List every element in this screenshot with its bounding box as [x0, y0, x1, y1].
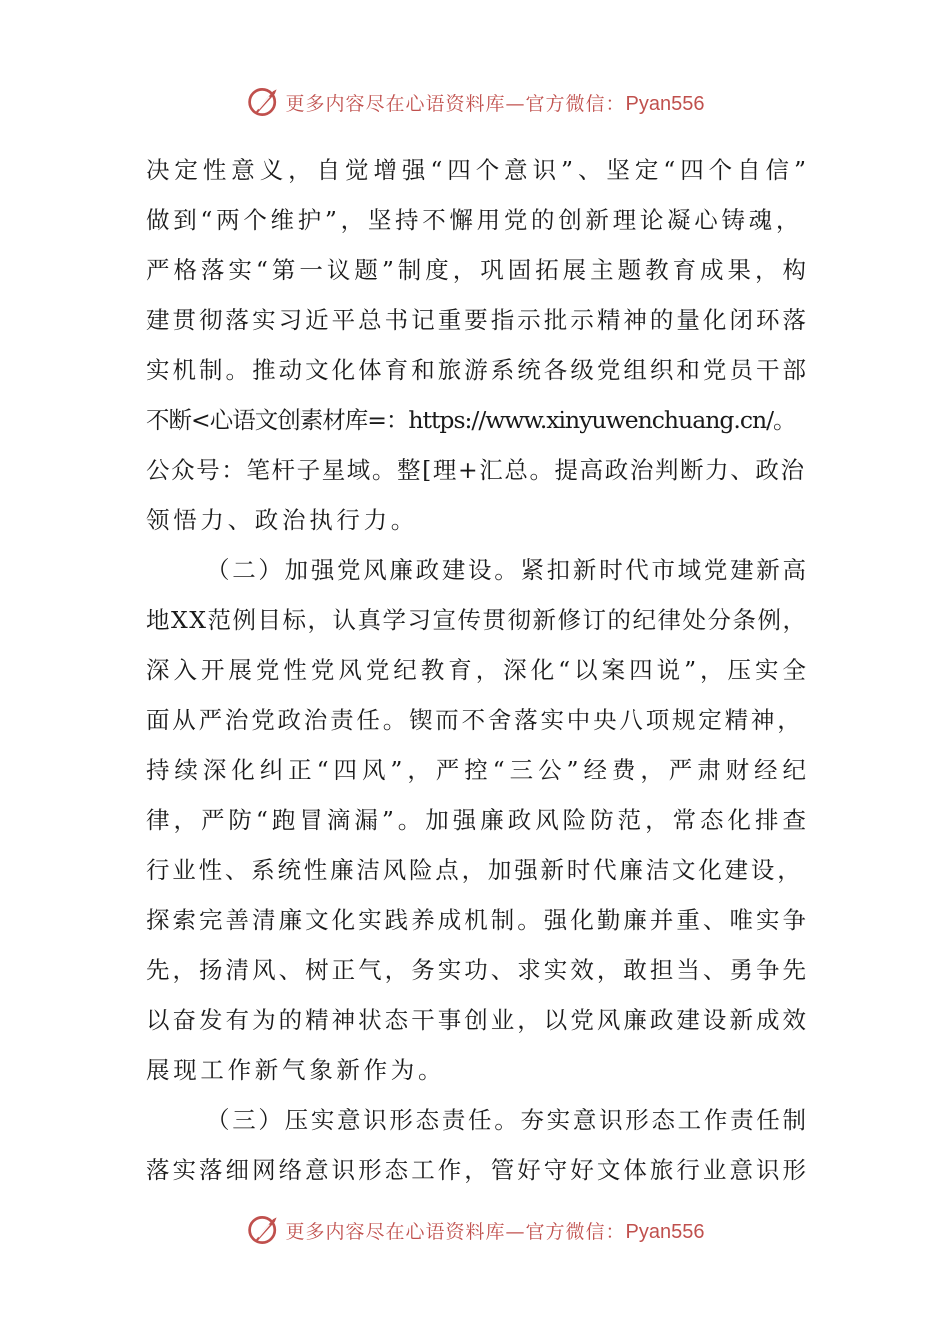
- text-line-9: （二）加强党风廉政建设。紧扣新时代市域党建新高: [206, 556, 806, 584]
- text-line-15: 行业性、系统性廉洁风险点，加强新时代廉洁文化建设，: [146, 856, 804, 884]
- text-line-3: 严格落实“第一议题”制度，巩固拓展主题教育成果，构: [146, 256, 806, 284]
- text-line-11: 深入开展党性党风党纪教育，深化“以案四说”，压实全: [146, 656, 806, 684]
- quill-pen-circle-icon: [246, 1212, 282, 1248]
- footer-banner-text: 更多内容尽在心语资料库—官方微信：Pyan556: [285, 1220, 705, 1243]
- text-line-18: 以奋发有为的精神状态干事创业，以党风廉政建设新成效: [146, 1006, 806, 1034]
- text-line-14: 律，严防“跑冒滴漏”。加强廉政风险防范，常态化排查: [146, 806, 806, 834]
- text-line-19: 展现工作新气象新作为。: [146, 1056, 446, 1084]
- text-line-12: 面从严治党政治责任。锲而不舍落实中央八项规定精神，: [146, 706, 804, 734]
- text-line-8: 领悟力、政治执行力。: [146, 506, 418, 534]
- text-line-4: 建贯彻落实习近平总书记重要指示批示精神的量化闭环落: [146, 306, 806, 334]
- quill-pen-circle-icon: [246, 84, 282, 120]
- text-line-7: 公众号：笔杆子星域。整[理+汇总。提高政治判断力、政治: [146, 456, 806, 484]
- document-body: [146, 145, 806, 1195]
- text-line-17: 先，扬清风、树正气，务实功、求实效，敢担当、勇争先: [146, 956, 806, 984]
- text-line-20: （三）压实意识形态责任。夯实意识形态工作责任制: [206, 1106, 806, 1134]
- text-line-10: 地XX范例目标，认真学习宣传贯彻新修订的纪律处分条例，: [146, 606, 808, 634]
- text-line-16: 探索完善清廉文化实践养成机制。强化勤廉并重、唯实争: [146, 906, 806, 934]
- text-line-6-content: 不断<心语文创素材库=：https://www.xinyuwenchuang.cn/。: [146, 406, 796, 434]
- header-banner-text: 更多内容尽在心语资料库—官方微信：Pyan556: [285, 92, 705, 115]
- text-line-21: 落实落细网络意识形态工作，管好守好文体旅行业意识形: [146, 1156, 806, 1184]
- text-line-1: 决定性意义，自觉增强“四个意识”、坚定“四个自信”: [146, 156, 806, 184]
- header-banner: [0, 82, 950, 122]
- text-line-6: [146, 395, 806, 445]
- header-wechat-handle: Pyan556: [625, 92, 705, 115]
- text-line-2: 做到“两个维护”，坚持不懈用党的创新理论凝心铸魂，: [146, 206, 804, 234]
- footer-banner: [0, 1210, 950, 1250]
- text-line-5: 实机制。推动文化体育和旅游系统各级党组织和党员干部: [146, 356, 806, 384]
- text-line-13: 持续深化纠正“四风”，严控“三公”经费，严肃财经纪: [146, 756, 806, 784]
- footer-wechat-handle: Pyan556: [625, 1220, 705, 1243]
